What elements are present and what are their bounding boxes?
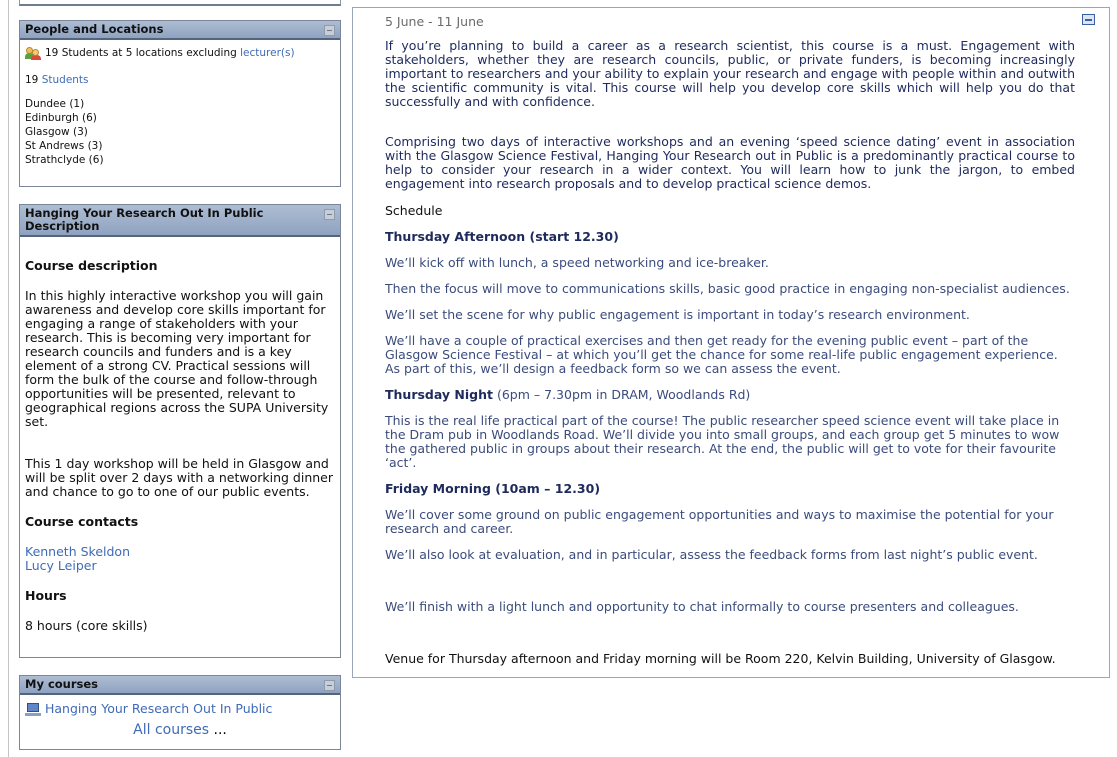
course-contacts-heading: Course contacts bbox=[25, 514, 139, 529]
location-item: Edinburgh (6) bbox=[25, 112, 97, 124]
collapse-section-button[interactable] bbox=[1082, 14, 1095, 25]
students-summary bbox=[25, 46, 335, 60]
schedule-item: This is the real life practical part of the course! The public researcher speed science event will take place in the Dram pub in Woodlands Road. We’ll divide you into small groups, and each group get 5 minutes to wow the gathered public in groups about their research. At the end, the public will get to vote for their favourite ‘act’. bbox=[385, 413, 1060, 470]
users-icon bbox=[25, 46, 41, 60]
contact-link[interactable]: Lucy Leiper bbox=[25, 558, 97, 573]
students-link[interactable]: Students bbox=[41, 74, 89, 86]
location-item: St Andrews (3) bbox=[25, 140, 103, 152]
block-title: People and Locations bbox=[25, 22, 164, 36]
course-link[interactable]: Hanging Your Research Out In Public bbox=[45, 701, 273, 716]
section-date-range: 5 June - 11 June bbox=[385, 14, 484, 29]
block-header bbox=[20, 676, 340, 695]
schedule-item: We’ll also look at evaluation, and in particular, assess the feedback forms from last night’s public event. bbox=[385, 547, 1038, 562]
block-content bbox=[20, 695, 340, 744]
schedule-item: We’ll finish with a light lunch and opportunity to chat informally to course presenters and colleagues. bbox=[385, 599, 1019, 614]
all-courses-ellipsis: ... bbox=[209, 722, 227, 738]
course-item[interactable] bbox=[25, 701, 335, 716]
all-courses-row bbox=[25, 722, 335, 738]
schedule-item: We’ll have a couple of practical exercises and then get ready for the evening public event – part of the Glasgow Science Festival – at which you’ll get the chance for some real-life public engagement experience. As part of this, we’ll design a feedback form so we can assess the event. bbox=[385, 333, 1058, 376]
course-description-heading: Course description bbox=[25, 258, 158, 273]
friday-morning-heading: Friday Morning (10am – 12.30) bbox=[385, 481, 601, 496]
lecturers-link[interactable]: lecturer(s) bbox=[240, 47, 295, 59]
block-header bbox=[20, 21, 340, 40]
hide-block-button[interactable] bbox=[324, 25, 335, 36]
block-header bbox=[20, 205, 340, 237]
block-content bbox=[20, 40, 340, 173]
location-item: Dundee (1) bbox=[25, 98, 85, 110]
location-item: Glasgow (3) bbox=[25, 126, 88, 138]
course-description-block bbox=[19, 204, 341, 658]
contact-link[interactable]: Kenneth Skeldon bbox=[25, 544, 130, 559]
my-courses-block bbox=[19, 675, 341, 750]
schedule-item: We’ll set the scene for why public engagement is important in today’s research environment. bbox=[385, 307, 970, 322]
schedule-item: We’ll kick off with lunch, a speed networking and ice-breaker. bbox=[385, 255, 769, 270]
thursday-night-heading: Thursday Night bbox=[385, 387, 493, 402]
hours-heading: Hours bbox=[25, 588, 67, 603]
block-content bbox=[20, 237, 340, 641]
schedule-label: Schedule bbox=[385, 203, 443, 218]
comprising-paragraph: Comprising two days of interactive workshops and an evening ‘speed science dating’ event in association with the Glasgow Science Festival, Hanging Your Research out in Public is a predominantly practical course to help to consider your research in a wider context. You will learn how to junk the jargon, to embed engagement into research proposals and to develop practical science demos. bbox=[385, 134, 1075, 191]
page-left-border bbox=[8, 0, 9, 757]
block-title: My courses bbox=[25, 677, 99, 691]
previous-block-bottom bbox=[19, 0, 341, 6]
course-icon bbox=[25, 702, 41, 716]
hide-block-button[interactable] bbox=[324, 680, 335, 691]
students-count bbox=[25, 73, 335, 87]
hours-value: 8 hours (core skills) bbox=[25, 618, 148, 633]
thursday-night-line bbox=[385, 388, 1075, 402]
summary-text: 19 Students at 5 locations excluding bbox=[45, 47, 237, 59]
student-count-number: 19 bbox=[25, 74, 39, 86]
block-title: Hanging Your Research Out In Public Description bbox=[25, 206, 264, 233]
thursday-night-detail: (6pm – 7.30pm in DRAM, Woodlands Rd) bbox=[493, 387, 751, 402]
schedule-item: Then the focus will move to communications skills, basic good practice in engaging non-specialist audiences. bbox=[385, 281, 1070, 296]
location-item: Strathclyde (6) bbox=[25, 154, 104, 166]
hide-block-button[interactable] bbox=[324, 209, 335, 220]
description-paragraph: This 1 day workshop will be held in Glasgow and will be split over 2 days with a networking dinner and chance to go to one of our public events. bbox=[25, 456, 334, 499]
thursday-afternoon-heading: Thursday Afternoon (start 12.30) bbox=[385, 229, 619, 244]
weekly-section bbox=[352, 7, 1110, 678]
intro-paragraph: If you’re planning to build a career as a research scientist, this course is a must. Engagement with stakeholders, whether they are research councils, public, or private funders, is becoming increasingly important to researchers and your ability to explain your research and engage with people within and outwith the scientific community is vital. This course will help you develop core skills which will help you do that successfully and with confidence. bbox=[385, 38, 1075, 109]
people-and-locations-block bbox=[19, 20, 341, 187]
description-paragraph: In this highly interactive workshop you will gain awareness and develop core skills important for engaging a range of stakeholders with your research. This is becoming very important for research councils and funders and is a key element of a strong CV. Practical sessions will form the bulk of the course and follow-through opportunities will be presented, relevant to geographical regions across the SUPA University set. bbox=[25, 288, 329, 429]
venue-line: Venue for Thursday afternoon and Friday morning will be Room 220, Kelvin Building, University of Glasgow. bbox=[385, 651, 1056, 666]
locations-list bbox=[25, 97, 335, 167]
all-courses-link[interactable]: All courses bbox=[133, 722, 210, 738]
schedule-item: We’ll cover some ground on public engagement opportunities and ways to maximise the potential for your research and career. bbox=[385, 507, 1054, 536]
